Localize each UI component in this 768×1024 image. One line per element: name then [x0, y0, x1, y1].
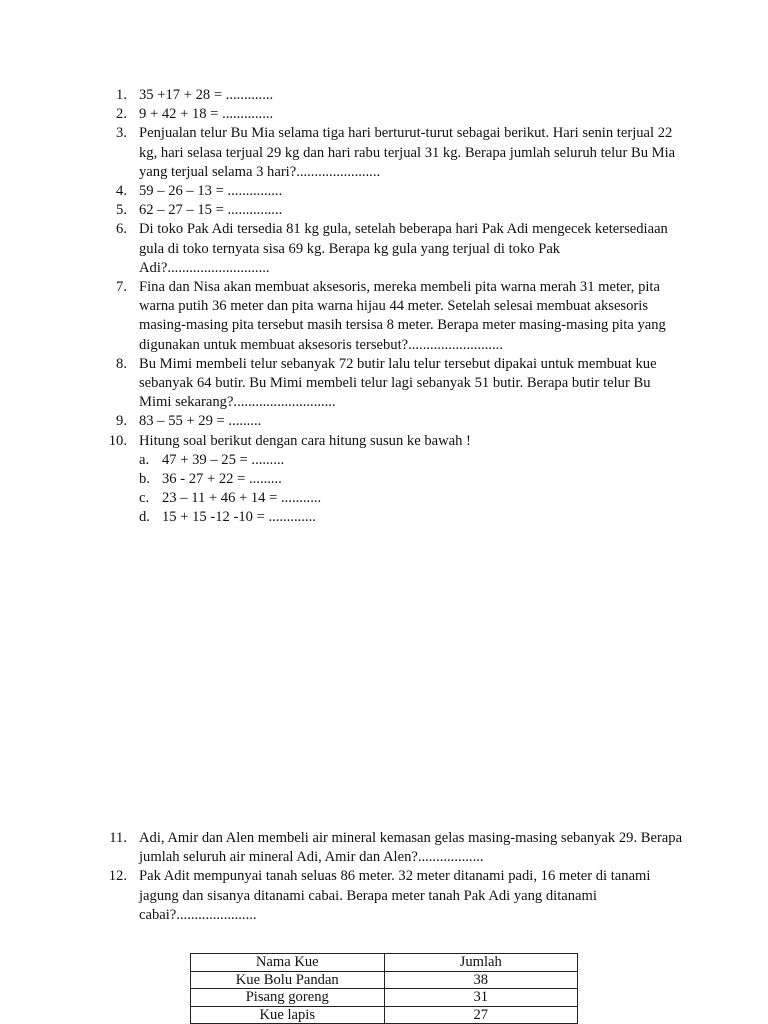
table-cell-count: 38 — [384, 971, 578, 989]
question-9 — [0, 412, 684, 431]
question-3 — [0, 124, 684, 182]
table-row — [191, 971, 578, 989]
question-1 — [0, 86, 684, 105]
question-number: 9. — [116, 413, 127, 430]
sub-question-b — [0, 470, 768, 489]
sub-question-d — [0, 508, 768, 527]
question-text: Penjualan telur Bu Mia selama tiga hari berturut-turut sebagai berikut. Hari senin terjual 22 kg, hari selasa terjual 29 kg dan hari rabu terjual 31 kg. Berapa jumlah seluruh telur Bu Mia yang terjual selama 3 hari?....................... — [139, 125, 676, 180]
question-list-top — [0, 86, 768, 528]
question-10 — [0, 432, 684, 451]
question-text: 83 – 55 + 29 = ......... — [139, 413, 262, 430]
question-text: 62 – 27 – 15 = ............... — [139, 202, 283, 219]
table-cell-count: 31 — [384, 989, 578, 1007]
question-number: 7. — [116, 279, 127, 296]
question-number: 1. — [116, 87, 127, 103]
table-cell-name: Kue Bolu Pandan — [191, 971, 385, 989]
question-number: 6. — [116, 221, 127, 238]
question-5 — [0, 201, 684, 220]
question-text: 9 + 42 + 18 = .............. — [139, 106, 274, 123]
question-12 — [0, 867, 684, 925]
question-8 — [0, 355, 684, 413]
question-text: Fina dan Nisa akan membuat aksesoris, mereka membeli pita warna merah 31 meter, pita warna putih 36 meter dan pita warna hijau 44 meter. Setelah selesai membuat aksesoris masing-masing pita tersebut masih tersisa 8 meter. Berapa meter masing-masing pita yang digunakan untuk membuat aksesoris tersebut?.......................... — [139, 279, 666, 353]
table-row — [191, 989, 578, 1007]
question-number: 2. — [116, 106, 127, 123]
column-header-jumlah: Jumlah — [384, 954, 578, 972]
sub-question-text: 15 + 15 -12 -10 = ............. — [162, 509, 316, 526]
sub-question-text: 36 - 27 + 22 = ......... — [162, 471, 282, 488]
sub-question-letter: c. — [139, 490, 150, 507]
question-text: Hitung soal berikut dengan cara hitung susun ke bawah ! — [139, 432, 471, 449]
sub-question-letter: d. — [139, 509, 150, 526]
table-cell-name: Kue lapis — [191, 1006, 385, 1024]
question-number: 4. — [116, 183, 127, 200]
question-text: 35 +17 + 28 = ............. — [139, 87, 274, 103]
question-4 — [0, 182, 684, 201]
question-number: 8. — [116, 355, 127, 372]
question-text: Bu Mimi membeli telur sebanyak 72 butir lalu telur tersebut dipakai untuk membuat kue sebanyak 64 butir. Bu Mimi membeli telur lagi sebanyak 51 butir. Berapa butir telur Bu Mimi sekarang?............................ — [139, 355, 657, 411]
question-number: 11. — [109, 830, 127, 846]
question-number: 3. — [116, 125, 127, 142]
sub-question-text: 23 – 11 + 46 + 14 = ........... — [162, 490, 322, 507]
question-2 — [0, 105, 684, 124]
sub-question-letter: a. — [139, 451, 150, 468]
question-7 — [0, 278, 684, 355]
question-text: Pak Adit mempunyai tanah seluas 86 meter. 32 meter ditanami padi, 16 meter di tanami jagung dan sisanya ditanami cabai. Berapa meter tanah Pak Adi yang ditanami cabai?...................... — [139, 868, 651, 923]
sub-question-a — [0, 451, 768, 470]
cake-table — [190, 953, 578, 1024]
table-header-row — [191, 954, 578, 972]
sub-question-letter: b. — [139, 471, 150, 488]
table-cell-name: Pisang goreng — [191, 989, 385, 1007]
question-11 — [0, 829, 684, 867]
table-row — [191, 1006, 578, 1024]
sub-question-text: 47 + 39 – 25 = ......... — [162, 451, 285, 468]
question-text: 59 – 26 – 13 = ............... — [139, 183, 283, 200]
question-number: 10. — [108, 432, 127, 449]
question-6 — [0, 220, 684, 278]
table-cell-count: 27 — [384, 1006, 578, 1024]
question-number: 12. — [108, 868, 127, 885]
question-number: 5. — [116, 202, 127, 219]
question-text: Di toko Pak Adi tersedia 81 kg gula, setelah beberapa hari Pak Adi mengecek ketersediaan gula di toko ternyata sisa 69 kg. Berapa kg gula yang terjual di toko Pak Adi?............................ — [139, 221, 668, 276]
column-header-nama-kue: Nama Kue — [191, 954, 385, 972]
question-list-bottom — [0, 829, 768, 925]
question-text: Adi, Amir dan Alen membeli air mineral kemasan gelas masing-masing sebanyak 29. Berapa jumlah seluruh air mineral Adi, Amir dan Alen?.................. — [139, 830, 683, 866]
sub-question-c — [0, 489, 768, 508]
